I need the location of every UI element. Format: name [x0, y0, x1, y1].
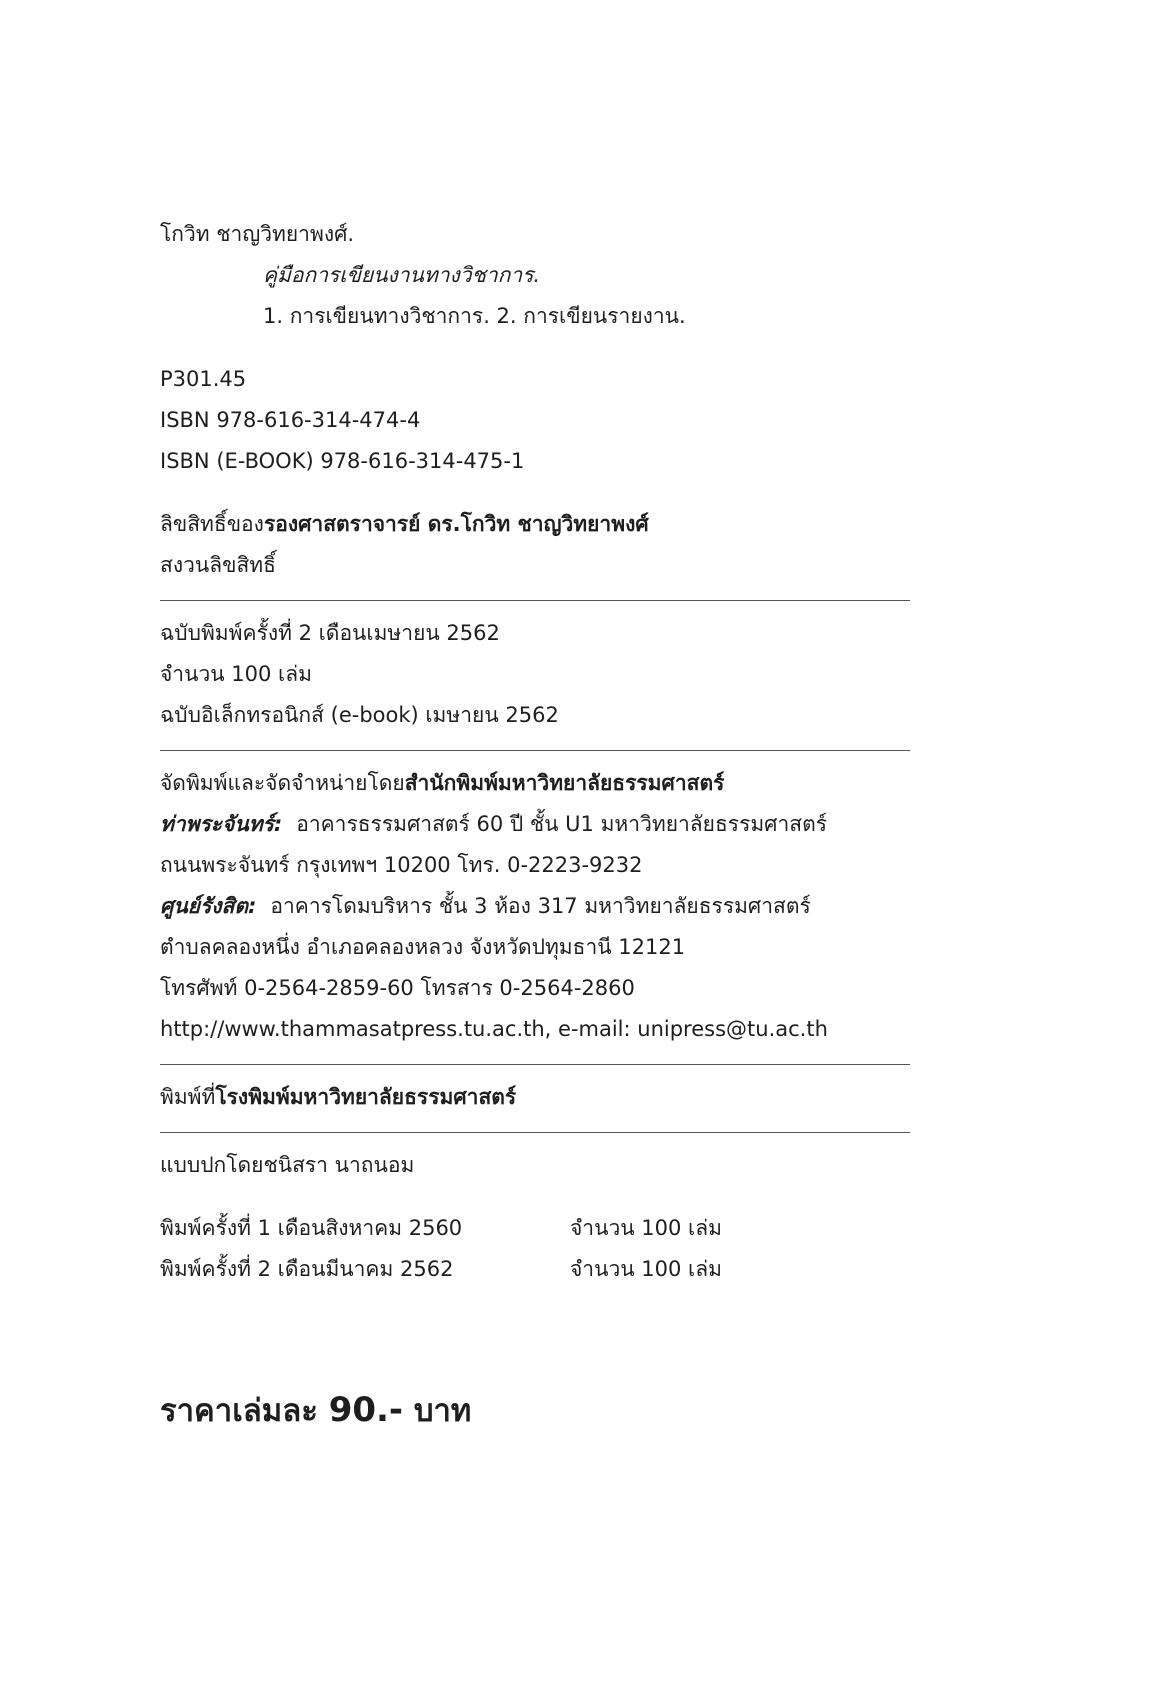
publisher-line — [160, 763, 910, 804]
printing-edition: พิมพ์ครั้งที่ 2 เดือนมีนาคม 2562 — [160, 1257, 454, 1281]
copyright-holder: รองศาสตราจารย์ ดร.โกวิท ชาญวิทยาพงศ์ — [263, 512, 649, 536]
printer-line — [160, 1077, 910, 1118]
catalog-title: คู่มือการเขียนงานทางวิชาการ. — [263, 263, 541, 287]
printing-copies: จำนวน 100 เล่ม — [570, 1257, 722, 1281]
call-number: P301.45 — [160, 367, 247, 391]
price-unit: บาท — [413, 1393, 472, 1429]
branch-thaprachan — [160, 804, 910, 845]
edition-block — [160, 613, 910, 736]
copyright-page — [160, 214, 910, 1435]
catalog-author: โกวิท ชาญวิทยาพงศ์. — [160, 222, 355, 246]
price-label: ราคาเล่มละ — [160, 1393, 318, 1429]
branch-address: อาคารโดมบริหาร ชั้น 3 ห้อง 317 มหาวิทยาลัยธรรมศาสตร์ — [270, 894, 811, 918]
ebook-edition: ฉบับอิเล็กทรอนิกส์ (e-book) เมษายน 2562 — [160, 703, 559, 727]
divider — [160, 1064, 910, 1065]
identifiers — [160, 359, 910, 482]
branch-address-2: ตำบลคลองหนึ่ง อำเภอคลองหลวง จังหวัดปทุมธานี 12121 — [160, 935, 686, 959]
printing-history — [160, 1208, 910, 1290]
contact-phone: โทรศัพท์ 0-2564-2859-60 โทรสาร 0-2564-2860 — [160, 976, 635, 1000]
divider — [160, 600, 910, 601]
printing-copies: จำนวน 100 เล่ม — [570, 1216, 722, 1240]
printing-row — [160, 1208, 910, 1249]
edition-line: ฉบับพิมพ์ครั้งที่ 2 เดือนเมษายน 2562 — [160, 621, 500, 645]
publisher-block — [160, 763, 910, 1050]
copyright-prefix: ลิขสิทธิ์ของ — [160, 512, 264, 536]
catalog-entry — [160, 214, 910, 337]
cover-credit: แบบปกโดยชนิสรา นาถนอม — [160, 1153, 415, 1177]
copyright-line — [160, 504, 910, 545]
printing-edition: พิมพ์ครั้งที่ 1 เดือนสิงหาคม 2560 — [160, 1216, 463, 1240]
rights-reserved: สงวนลิขสิทธิ์ — [160, 553, 276, 577]
price-line — [160, 1385, 910, 1435]
divider — [160, 1132, 910, 1133]
copyright-block — [160, 504, 910, 586]
contact-web: http://www.thammasatpress.tu.ac.th, e-mail: unipress@tu.ac.th — [160, 1017, 828, 1041]
publisher-prefix: จัดพิมพ์และจัดจำหน่ายโดย — [160, 771, 405, 795]
branch-label: ศูนย์รังสิต: — [160, 894, 257, 918]
catalog-subjects: 1. การเขียนทางวิชาการ. 2. การเขียนรายงาน. — [263, 304, 686, 328]
price-amount: 90.- — [328, 1390, 404, 1430]
branch-label: ท่าพระจันทร์: — [160, 812, 283, 836]
branch-rangsit — [160, 886, 910, 927]
printer-prefix: พิมพ์ที่ — [160, 1085, 216, 1109]
branch-address-2: ถนนพระจันทร์ กรุงเทพฯ 10200 โทร. 0-2223-9232 — [160, 853, 643, 877]
branch-address: อาคารธรรมศาสตร์ 60 ปี ชั้น U1 มหาวิทยาลัยธรรมศาสตร์ — [296, 812, 828, 836]
publisher-name: สำนักพิมพ์มหาวิทยาลัยธรรมศาสตร์ — [404, 771, 725, 795]
printing-row — [160, 1249, 910, 1290]
divider — [160, 750, 910, 751]
isbn-ebook: ISBN (E-BOOK) 978-616-314-475-1 — [160, 449, 525, 473]
edition-copies: จำนวน 100 เล่ม — [160, 662, 312, 686]
isbn-print: ISBN 978-616-314-474-4 — [160, 408, 421, 432]
printer-name: โรงพิมพ์มหาวิทยาลัยธรรมศาสตร์ — [215, 1085, 517, 1109]
